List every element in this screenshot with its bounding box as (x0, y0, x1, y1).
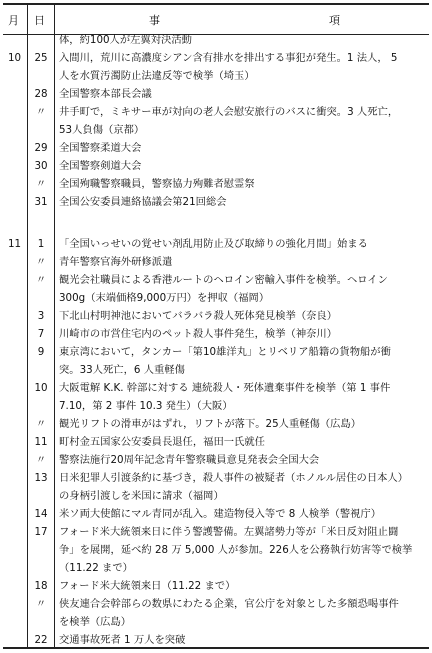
column-divider-month (27, 5, 28, 647)
row-day: 31 (34, 196, 48, 208)
row-day: 28 (34, 88, 48, 100)
row-day: 25 (34, 52, 48, 64)
row-text: 全国警察本部長会議 (59, 88, 152, 100)
row-text: 青年警察官海外研修派遣 (59, 256, 173, 268)
row-text: 全国殉職警察職員，警察協力殉難者慰霊祭 (59, 178, 255, 190)
row-text: 観光リフトの滑車がはずれ，リフトが落下。25人重軽傷（広島） (59, 418, 362, 430)
row-day: 3 (37, 310, 45, 322)
row-text: 7.10，第 2 事件 10.3 発生）（大阪） (59, 400, 233, 412)
row-text: 観光会社職員による香港ルートのヘロイン密輸入事件を検挙。ヘロイン (59, 274, 388, 286)
column-divider-day (54, 5, 55, 647)
row-day: 〃 (35, 418, 47, 430)
row-day: 17 (34, 526, 48, 538)
row-text: 突。33人死亡，6 人重軽傷 (59, 364, 185, 376)
row-text: 全国警察柔道大会 (59, 142, 142, 154)
row-text: 侠友連合会幹部らの数県にわたる企業，官公庁を対象とした多額恐喝事件 (59, 598, 399, 610)
row-text: 交通事故死者 1 万人を突破 (59, 634, 186, 646)
row-text: 川崎市の市営住宅内のペット殺人事件発生，検挙（神奈川） (59, 328, 338, 340)
row-day: 〃 (35, 274, 47, 286)
row-day: 〃 (35, 256, 47, 268)
table-header (3, 5, 429, 35)
row-day: 18 (34, 580, 48, 592)
row-text: 入間川，荒川に高濃度シアン含有排水を排出する事犯が発生。1 法人， 5 (59, 52, 398, 64)
row-text: 警察法施行20周年記念青年警察職員意見発表会全国大会 (59, 454, 320, 466)
row-day: 9 (37, 346, 45, 358)
row-text: 人を水質汚濁防止法違反等で検挙（埼玉） (59, 70, 255, 82)
row-day: 14 (34, 508, 48, 520)
row-day: 〃 (35, 598, 47, 610)
row-text: 下北山村明神池においてバラバラ殺人死体発見検挙（奈良） (59, 310, 338, 322)
row-day: 7 (37, 328, 45, 340)
row-text: 53人負傷（京都） (59, 124, 145, 136)
row-month: 11 (7, 238, 22, 250)
row-text: 300g（末端価格9,000万円）を押収（福岡） (59, 292, 270, 304)
row-text: 東京湾において，タンカー「第10雄洋丸」とリベリア船籍の貨物船が衝 (59, 346, 391, 358)
row-text: 体，約100人が左翼対決活動 (59, 34, 192, 46)
row-text: 大阪電解 K.K. 幹部に対する 連続殺人・死体遺棄事件を検挙（第 1 事件 (59, 382, 391, 394)
row-day: 30 (34, 160, 48, 172)
row-day: 29 (34, 142, 48, 154)
row-text: 「全国いっせいの覚せい剤乱用防止及び取締りの強化月間」始まる (59, 238, 368, 250)
chronology-table (3, 3, 429, 649)
row-text: 争」を展開，延べ約 28 万 5,000 人が参加。226人を公務執行妨害等で検挙 (59, 544, 413, 556)
row-text: 日米犯罪人引渡条約に基づき，殺人事件の被疑者（ホノルル居住の日本人） (59, 472, 409, 484)
row-text: フォード米大統領来日（11.22 まで） (59, 580, 236, 592)
header-day: 日 (34, 14, 45, 27)
row-text: 町村金五国家公安委員長退任，福田一氏就任 (59, 436, 265, 448)
row-text: 全国警察剣道大会 (59, 160, 142, 172)
header-kou: 項 (329, 14, 340, 27)
row-text: 井手町で，ミキサー車が対向の老人会慰安旅行のバスに衝突。3 人死亡， (59, 106, 399, 118)
header-ji: 事 (149, 14, 160, 27)
row-day: 1 (37, 238, 45, 250)
row-text: フォード米大統領来日に伴う警護警備。左翼諸勢力等が「米日反対阻止闘 (59, 526, 399, 538)
row-text: （11.22 まで） (59, 562, 133, 574)
row-text: を検挙（広島） (59, 616, 132, 628)
row-text: 全国公安委員連絡協議会第21回総会 (59, 196, 227, 208)
row-day: 10 (34, 382, 48, 394)
row-day: 22 (34, 634, 48, 646)
header-month: 月 (8, 14, 19, 27)
row-day: 11 (34, 436, 48, 448)
row-day: 〃 (35, 106, 47, 118)
row-day: 〃 (35, 454, 47, 466)
row-day: 13 (34, 472, 48, 484)
row-day: 〃 (35, 178, 47, 190)
row-text: 米ソ両大使館にマル青同が乱入。建造物侵入等で 8 人検挙（警視庁） (59, 508, 382, 520)
row-month: 10 (7, 52, 22, 64)
row-text: の身柄引渡しを米国に請求（福岡） (59, 490, 224, 502)
